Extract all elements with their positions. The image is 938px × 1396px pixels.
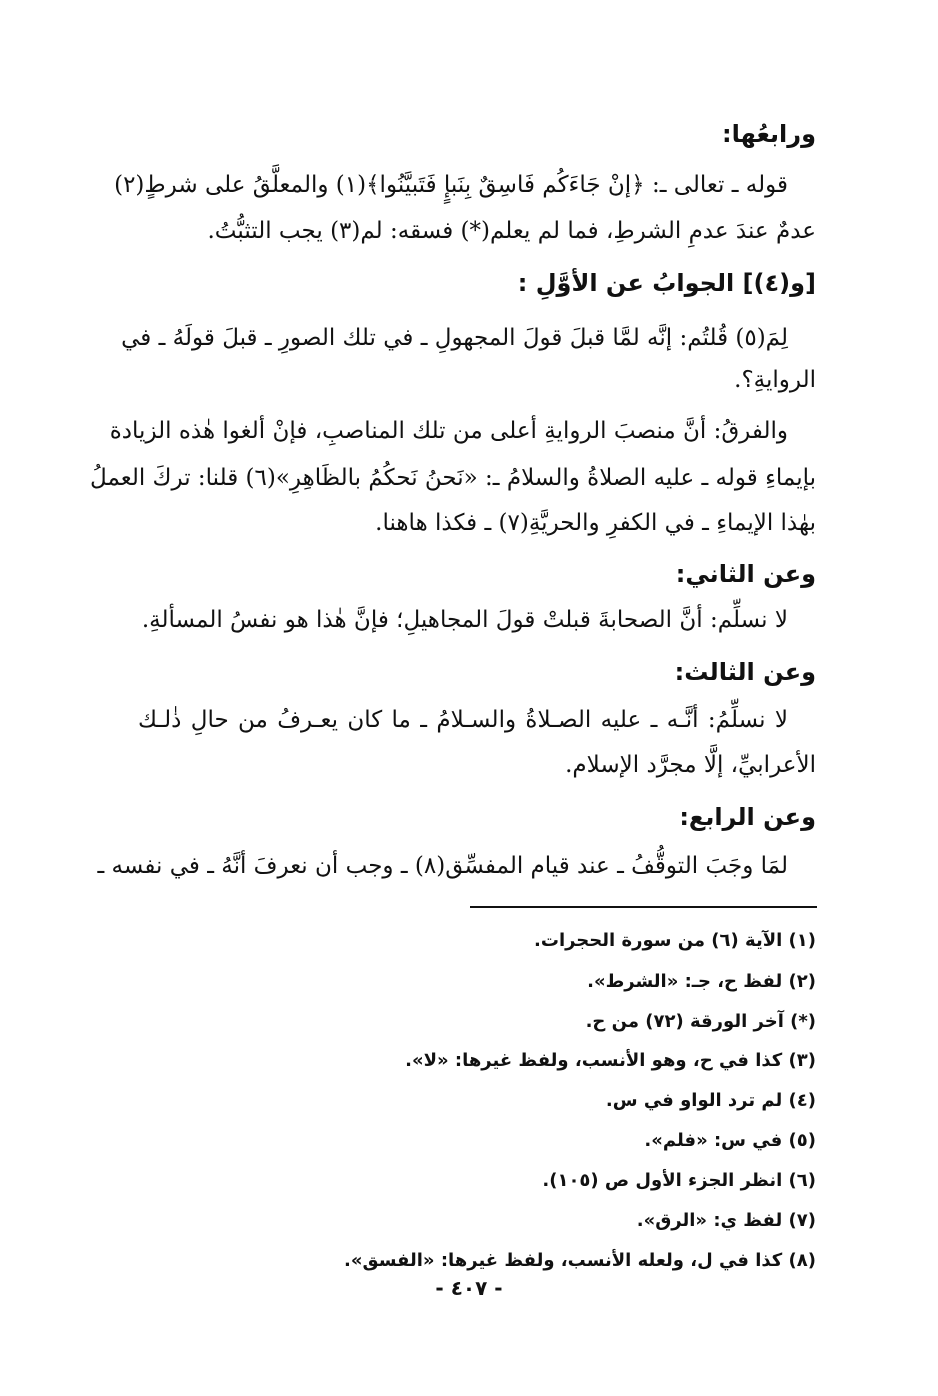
- footnote: (٤) لم ترد الواو في س.: [605, 1090, 816, 1111]
- text-line: والفرقُ: أنَّ منصبَ الروايةِ أعلى من تلك المناصبِ، فإنْ ألغوا هٰذه الزيادة: [109, 418, 788, 444]
- text-line: الروايةِ؟.: [734, 367, 816, 393]
- section-heading-fourth-answer: وعن الرابع:: [679, 803, 816, 831]
- text-line: عدمٌ عندَ عدمِ الشرطِ، فما لم يعلم(*) فسقه: لم(٣) يجب التثبُّتُ.: [207, 218, 816, 244]
- footnote: (٨) كذا في ل، ولعله الأنسب، ولفظ غيرها: «الفسق».: [344, 1250, 816, 1271]
- section-heading-fourth: ورابعُها:: [722, 120, 816, 148]
- text-line: الأعرابيِّ، إلَّا مجرَّد الإسلام.: [565, 752, 816, 778]
- text-line: بإيماءِ قوله ـ عليه الصلاةُ والسلامُ ـ: «نَحنُ نَحكُمُ بالظَاهِرِ»(٦) قلنا: تركَ العملُ: [90, 465, 816, 491]
- text-line: قوله ـ تعالى ـ: ﴿إنْ جَاءَكُم فَاسِقٌ بِنَبإٍ فَتَبيَّنُوا﴾(١) والمعلَّقُ على شرطٍ(٢): [114, 172, 788, 198]
- text-line: لمَا وجَبَ التوقُّفُ ـ عند قيام المفسِّق(٨) ـ وجب أن نعرفَ أنَّهُ ـ في نفسه ـ: [97, 853, 788, 879]
- text-line: لا نسلِّمُ: أنَّـه ـ عليه الصـلاةُ والسـلامُ ـ ما كان يعـرفُ من حالِ ذٰلـك: [138, 707, 788, 733]
- footnote: (٣) كذا في ح، وهو الأنسب، ولفظ غيرها: «لا».: [405, 1050, 816, 1071]
- footnote: (١) الآية (٦) من سورة الحجرات.: [534, 930, 816, 951]
- section-heading-third: وعن الثالث:: [674, 658, 816, 686]
- text-line: لِمَ(٥) قُلتُم: إنَّه لمَّا قبلَ قولَ المجهولِ ـ في تلك الصورِ ـ قبلَ قولَهُ ـ في: [121, 325, 788, 351]
- footnote: (٦) انظر الجزء الأول ص (١٠٥).: [542, 1170, 816, 1191]
- footnote: (٥) في س: «فلم».: [644, 1130, 816, 1151]
- page-number: - ٤٠٧ -: [435, 1276, 503, 1300]
- footnote: (٧) لفظ ي: «الرق».: [636, 1210, 816, 1231]
- footnote: (٢) لفظ ح، جـ: «الشرط».: [587, 971, 816, 992]
- text-line: لا نسلِّم: أنَّ الصحابةَ قبلتْ قولَ المجاهيلِ؛ فإنَّ هٰذا هو نفسُ المسألةِ.: [141, 607, 788, 633]
- section-heading-answer-first: [و(٤)] الجوابُ عن الأوَّلِ :: [517, 269, 816, 297]
- section-heading-second: وعن الثاني:: [675, 560, 816, 588]
- text-line: بهٰذا الإيماءِ ـ في الكفرِ والحريَّةِ(٧) ـ فكذا هاهنا.: [375, 510, 816, 536]
- footnote: (*) آخر الورقة (٧٢) من ح.: [585, 1011, 816, 1032]
- footnote-divider: [470, 906, 817, 908]
